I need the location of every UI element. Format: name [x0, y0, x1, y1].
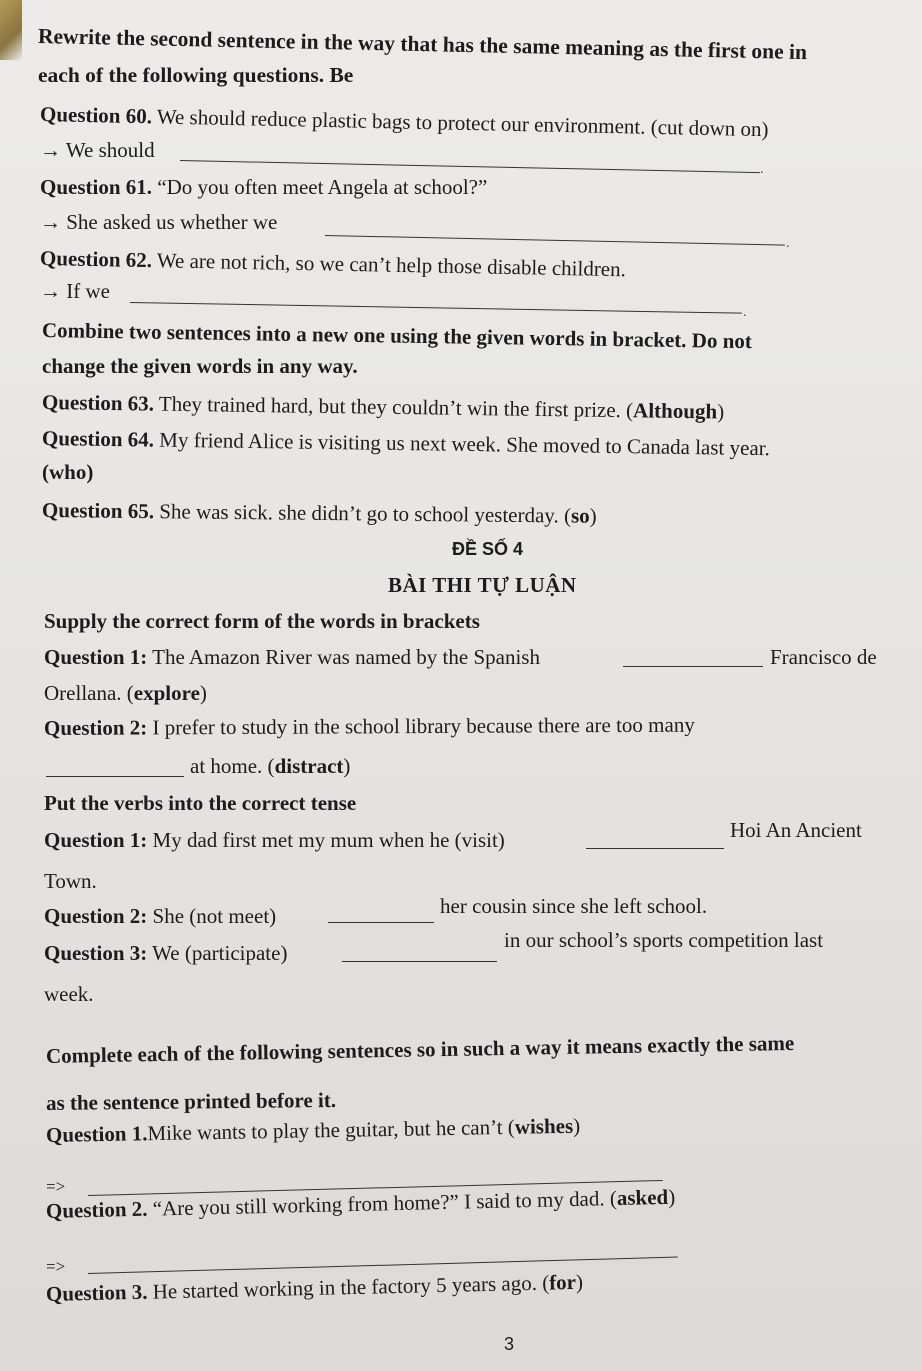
answer-blank-61[interactable]	[325, 235, 785, 246]
hint-close: )	[199, 681, 207, 705]
question-text: “Are you still working from home?” I said to my dad. (	[152, 1186, 618, 1221]
word-form-question-1	[44, 647, 540, 668]
question-text: We are not rich, so we can’t help those disable children.	[156, 248, 627, 282]
question-text: “Do you often meet Angela at school?”	[157, 175, 488, 199]
hint-word: wishes	[514, 1113, 574, 1139]
question-65	[42, 500, 597, 527]
question-text-cont: week.	[44, 982, 94, 1006]
section-heading-rewrite: Rewrite the second sentence in the way that has the same meaning as the first one in	[37, 24, 808, 65]
question-label: Question 1:	[44, 828, 148, 852]
section-heading-word-form: Supply the correct form of the words in brackets	[44, 609, 480, 633]
hint-word: explore	[133, 681, 200, 705]
answer-line-60	[40, 140, 155, 161]
arrow-right-icon: →	[40, 138, 61, 162]
question-63	[42, 392, 724, 423]
arrow-right-icon: →	[40, 279, 61, 303]
answer-lead: She asked us whether we	[66, 210, 278, 234]
answer-blank[interactable]	[46, 776, 184, 777]
section-heading-combine: Combine two sentences into a new one using the given words in bracket. Do not	[41, 318, 753, 354]
hint-close: )	[589, 503, 597, 528]
dot-mark: .	[760, 162, 764, 177]
section-heading-tense: Put the verbs into the correct tense	[44, 791, 357, 815]
hint-word: asked	[616, 1184, 669, 1211]
question-label: Question 63.	[41, 390, 155, 416]
question-label: Question 64.	[41, 426, 155, 452]
question-64	[42, 428, 770, 459]
question-label: Question 2:	[43, 715, 148, 740]
question-label: Question 2:	[44, 904, 148, 928]
question-label: Question 1.	[45, 1121, 148, 1147]
question-text: She (not meet)	[152, 904, 277, 928]
question-label: Question 61.	[40, 175, 153, 199]
hint-word: distract	[274, 754, 344, 778]
hint-close: )	[575, 1269, 584, 1294]
question-text-after: in our school’s sports competition last	[504, 928, 824, 952]
exam-code: ĐỀ SỐ 4	[452, 539, 524, 559]
question-label: Question 3.	[45, 1279, 148, 1306]
answer-blank[interactable]	[586, 848, 724, 849]
question-text: Mike wants to play the guitar, but he can’t (	[147, 1114, 516, 1146]
question-label: Question 62.	[39, 246, 153, 273]
dot-mark: .	[743, 305, 747, 320]
question-text: We (participate)	[152, 941, 288, 965]
question-text-cont: Town.	[44, 869, 97, 893]
complete-question-3	[45, 1269, 584, 1306]
answer-lead: If we	[66, 279, 110, 303]
hint-word: Although	[632, 398, 718, 424]
question-text: at home. (	[190, 754, 275, 778]
question-text-cont	[44, 683, 207, 704]
question-text-after: her cousin since she left school.	[440, 894, 708, 918]
question-61	[40, 177, 487, 198]
question-text: Orellana. (	[44, 681, 134, 705]
answer-lead: We should	[65, 138, 155, 162]
hint-close: )	[717, 399, 725, 424]
question-text-after: Francisco de	[770, 645, 877, 669]
hint-close: )	[667, 1184, 676, 1209]
page-number: 3	[504, 1334, 515, 1354]
hint-close: )	[343, 754, 351, 778]
tense-question-2	[44, 906, 276, 927]
answer-blank[interactable]	[328, 922, 434, 923]
question-label: Question 3:	[44, 941, 148, 965]
question-text: I prefer to study in the school library because there are too many	[152, 712, 695, 740]
question-text: She was sick. she didn’t go to school yesterday. (	[159, 499, 572, 528]
word-form-question-2	[43, 712, 695, 740]
answer-arrow: =>	[46, 1257, 66, 1276]
question-text: My dad first met my mum when he (visit)	[152, 828, 505, 852]
question-text-cont	[190, 756, 350, 777]
question-text: We should reduce plastic bags to protect our environment. (cut down on)	[156, 104, 769, 142]
section-heading-complete: Complete each of the following sentences so in such a way it means exactly the same	[45, 1030, 795, 1068]
answer-line-61	[40, 212, 277, 233]
page-edge-shadow	[0, 0, 22, 60]
question-text: They trained hard, but they couldn’t win the first prize. (	[158, 391, 634, 423]
section-heading-complete-cont: as the sentence printed before it.	[45, 1087, 337, 1115]
question-text: He started working in the factory 5 years ago. (	[152, 1270, 550, 1304]
dot-mark: .	[786, 236, 790, 251]
hint-word: (who)	[42, 460, 94, 484]
arrow-right-icon: →	[40, 210, 61, 234]
section-heading-rewrite-cont: each of the following questions. Be	[38, 63, 354, 87]
question-label: Question 65.	[41, 498, 155, 524]
question-text: My friend Alice is visiting us next week. She moved to Canada last year.	[159, 427, 771, 461]
question-label: Question 2.	[45, 1196, 148, 1223]
question-62	[40, 248, 626, 280]
answer-arrow: =>	[46, 1177, 66, 1196]
hint-word: for	[548, 1269, 577, 1295]
complete-question-1	[45, 1113, 581, 1147]
question-60	[40, 104, 769, 140]
question-text-after: Hoi An Ancient	[730, 818, 862, 842]
question-label: Question 1:	[44, 645, 148, 669]
section-heading-combine-cont: change the given words in any way.	[42, 354, 358, 378]
answer-blank[interactable]	[342, 961, 497, 962]
question-label: Question 60.	[39, 102, 153, 129]
tense-question-3	[44, 943, 287, 964]
answer-blank-62[interactable]	[130, 302, 742, 314]
exam-title: BÀI THI TỰ LUẬN	[388, 573, 577, 597]
tense-question-1	[44, 830, 505, 851]
answer-line-62	[40, 281, 110, 302]
answer-blank[interactable]	[623, 666, 763, 667]
hint-word: so	[570, 503, 590, 528]
hint-close: )	[572, 1113, 581, 1138]
answer-blank[interactable]	[88, 1257, 678, 1274]
question-text: The Amazon River was named by the Spanish	[152, 645, 540, 669]
answer-blank-60[interactable]	[180, 160, 760, 173]
complete-question-2	[45, 1184, 676, 1223]
